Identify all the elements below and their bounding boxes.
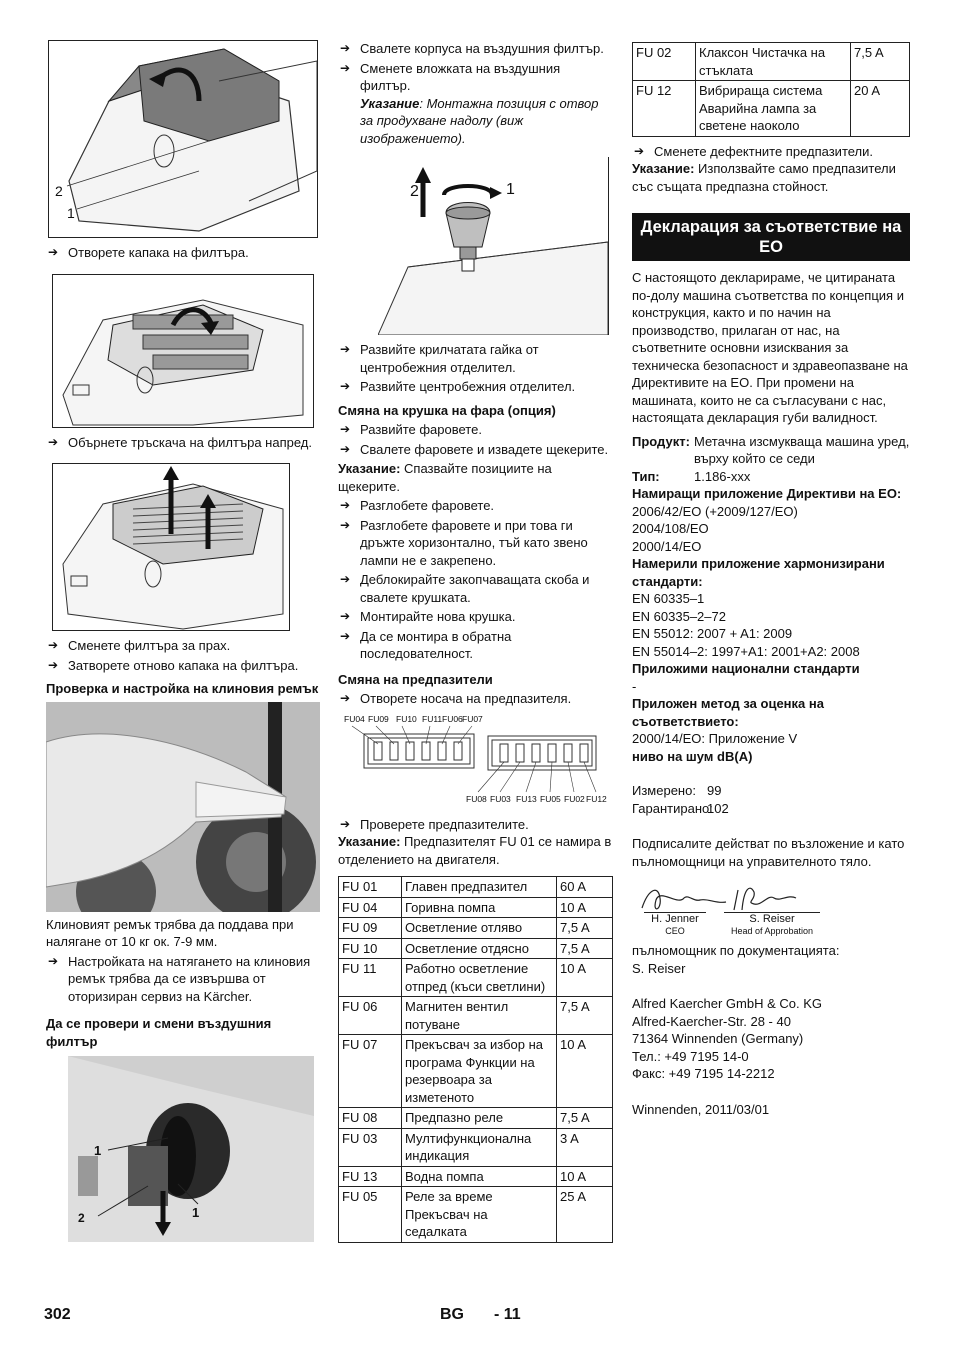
arrow-right-icon: ➔	[340, 691, 351, 705]
type-row: Тип: 1.186-xxx	[632, 468, 751, 484]
fuse-id: FU 10	[339, 938, 402, 959]
language-code: BG	[440, 1306, 464, 1323]
declaration-intro: С настоящото декларираме, че цитираната по-долу машина съответства по концепция и конструкция, както и по начин на производство, прилаган от нас, на съответните основни изисквания за техническа безопасност и здравеопазване на Директивите на ЕО. При промени на машината, които не са съгласувани с нас, настоящата декларация губи валидност.	[632, 270, 908, 425]
step-replace-air-filter-insert: ➔ Сменете вложката на въздушния филтър.	[340, 60, 561, 93]
fuse-row	[339, 1187, 613, 1243]
fuse-table	[338, 876, 613, 1243]
fuse-label: FU08	[466, 793, 487, 804]
step-replace-dust-filter: ➔ Сменете филтъра за прах.	[48, 638, 231, 653]
column-left	[46, 40, 320, 1242]
arrow-right-icon: ➔	[340, 342, 351, 356]
fuse-function: Клаксон Чистачка на стъклата	[696, 43, 851, 81]
arrow-right-icon: ➔	[340, 441, 351, 456]
signer-name: H. Jenner	[651, 913, 699, 925]
figure-centrifugal-separator	[378, 157, 609, 335]
section-heading-eu-declaration: Декларация за съответствие на ЕО	[632, 213, 910, 261]
company-line: Alfred Kaercher GmbH & Co. KG	[632, 996, 823, 1011]
fuse-rating: 7,5 A	[557, 938, 613, 959]
arrow-right-icon: ➔	[48, 638, 59, 652]
figure-label-1b: 1	[192, 1205, 200, 1220]
fuse-row	[633, 81, 910, 137]
fuse-rating: 10 A	[557, 1166, 613, 1187]
fuse-label: FU06	[442, 713, 463, 724]
figure-dust-filter	[52, 463, 290, 631]
step-unscrew-wing-nut: ➔ Развийте крилчатата гайка от центробежния отделител.	[340, 342, 539, 375]
national-standards-label: Приложими национални стандарти	[632, 661, 860, 676]
fuse-label: FU11	[422, 713, 443, 724]
fuse-row	[339, 1128, 613, 1166]
step-disassemble-horizontal: ➔ Разглобете фаровете и при това ги дръжте хоризонтално, тъй като звено лампи не е закрепено.	[340, 517, 588, 568]
figure-label-1: 1	[67, 205, 75, 221]
arrow-right-icon: ➔	[340, 422, 351, 436]
fuse-id: FU 13	[339, 1166, 402, 1187]
arrow-right-icon: ➔	[340, 379, 351, 393]
fuse-row	[339, 897, 613, 918]
figure-label-2: 2	[55, 183, 63, 199]
fuse-label: FU10	[396, 713, 417, 724]
signer-name: S. Reiser	[749, 913, 795, 925]
guaranteed-row: Гарантирано: 102	[632, 800, 729, 816]
conformity-method-label: Приложен метод за оценка на съответствието:	[632, 696, 824, 729]
conformity-method-value: 2000/14/ЕО: Приложение V	[632, 731, 798, 746]
fuse-label: FU04	[344, 713, 365, 724]
arrow-right-icon: ➔	[340, 517, 351, 532]
company-line: Факс: +49 7195 14-2212	[632, 1066, 775, 1081]
arrow-right-icon: ➔	[48, 245, 59, 259]
fuse-row	[633, 43, 910, 81]
fuse-row	[339, 918, 613, 939]
arrow-right-icon: ➔	[340, 498, 351, 512]
arrow-right-icon: ➔	[340, 609, 351, 623]
standard-item: EN 55014–2: 1997+A1: 2001+A2: 2008	[632, 643, 860, 659]
signer-role: Head of Approbation	[730, 926, 814, 936]
step-disassemble-headlights: ➔ Разглобете фаровете.	[340, 498, 495, 513]
fuse-table-continued	[632, 42, 910, 137]
fuse-label: FU13	[516, 793, 537, 804]
fuse-function: Работно осветление отпред (къси светлини)	[402, 959, 557, 997]
arrow-right-icon: ➔	[340, 60, 351, 75]
fuse-label: FU07	[462, 713, 483, 724]
note-same-fuse-value: Указание: Използвайте само предпазители със същата предпазна стойност.	[632, 161, 896, 194]
figure-filter-shaker	[52, 274, 314, 428]
arrow-right-icon: ➔	[340, 628, 351, 643]
fuse-function: Главен предпазител	[402, 877, 557, 898]
signatures	[632, 880, 910, 938]
step-unscrew-separator: ➔ Развийте центробежния отделител.	[340, 379, 576, 394]
column-middle	[338, 40, 613, 1243]
fuse-row	[339, 938, 613, 959]
national-standards-value: -	[632, 678, 637, 694]
step-open-filter-cover: ➔ Отворете капака на филтъра.	[48, 245, 249, 260]
fuse-id: FU 12	[633, 81, 696, 137]
fuse-function: Магнитен вентил потуване	[402, 997, 557, 1035]
step-mount-bulb: ➔ Монтирайте нова крушка.	[340, 609, 516, 624]
company-line: Alfred-Kaercher-Str. 28 - 40	[632, 1013, 791, 1029]
fuse-id: FU 01	[339, 877, 402, 898]
column-right	[632, 42, 910, 1118]
fuse-row	[339, 959, 613, 997]
note-plug-positions: Указание: Спазвайте позициите на щекерите.	[338, 461, 552, 494]
fuse-id: FU 11	[339, 959, 402, 997]
step-v-belt-service: ➔ Настройката на натягането на клиновия ремък трябва да се извършва от оторизиран сервиз на Kärcher.	[48, 953, 311, 1004]
standards-label: Намерили приложение хармонизирани стандарти:	[632, 556, 885, 589]
fuse-label: FU03	[490, 793, 511, 804]
fuse-function: Горивна помпа	[402, 897, 557, 918]
fuse-id: FU 06	[339, 997, 402, 1035]
arrow-right-icon: ➔	[340, 816, 351, 831]
fuse-label: FU09	[368, 713, 389, 724]
fuse-label: FU02	[564, 793, 585, 804]
figure-v-belt-photo	[46, 702, 320, 912]
directives-label: Намиращи приложение Директиви на ЕО:	[632, 486, 902, 501]
fuse-rating: 7,5 A	[557, 1108, 613, 1129]
fuse-rating: 10 A	[557, 959, 613, 997]
arrow-right-icon: ➔	[48, 953, 59, 968]
note-mounting-position: Указание: Монтажна позиция с отвор за продухване надолу (виж изображението).	[360, 95, 599, 146]
fuse-label: FU05	[540, 793, 561, 804]
fuse-id: FU 09	[339, 918, 402, 939]
step-unlock-clip: ➔ Деблокирайте закопчаващата скоба и свалете крушката.	[340, 572, 590, 605]
fuse-id: FU 08	[339, 1108, 402, 1129]
standard-item: EN 60335–1	[632, 591, 705, 606]
fuse-rating: 7,5 A	[557, 918, 613, 939]
fuse-row	[339, 1108, 613, 1129]
arrow-right-icon: ➔	[48, 657, 59, 672]
signers-text: Подписалите действат по възложение и като пълномощници на управителното тяло.	[632, 836, 905, 869]
arrow-right-icon: ➔	[340, 572, 351, 586]
step-check-fuses: ➔ Проверете предпазителите.	[340, 816, 529, 832]
heading-v-belt: Проверка и настройка на клиновия ремък	[46, 681, 319, 696]
fuse-function: Прекъсвач за избор на програма Функции на резервоара за изметеното	[402, 1035, 557, 1108]
figure-label-1: 1	[94, 1143, 102, 1158]
figure-fuse-box	[338, 714, 613, 806]
noise-level-label: ниво на шум dB(A)	[632, 748, 753, 764]
fuse-rating: 25 A	[557, 1187, 613, 1243]
step-remove-headlights: ➔ Свалете фаровете и извадете щекерите.	[340, 441, 609, 457]
fuse-label: FU12	[586, 793, 607, 804]
step-remove-air-filter-housing: ➔ Свалете корпуса на въздушния филтър.	[340, 41, 604, 56]
figure-air-filter-photo	[68, 1056, 314, 1242]
figure-label-2: 2	[410, 183, 419, 200]
fuse-rating: 7,5 A	[851, 43, 910, 81]
fuse-rating: 60 A	[557, 877, 613, 898]
fuse-row	[339, 877, 613, 898]
step-open-fuse-holder: ➔ Отворете носача на предпазителя.	[340, 691, 572, 706]
company-line: 71364 Winnenden (Germany)	[632, 1031, 804, 1046]
figure-label-2: 2	[78, 1211, 85, 1225]
place-date: Winnenden, 2011/03/01	[632, 1101, 770, 1117]
step-unscrew-headlights: ➔ Развийте фаровете.	[340, 422, 482, 437]
fuse-function: Реле за време Прекъсвач на седалката	[402, 1187, 557, 1243]
fuse-id: FU 03	[339, 1128, 402, 1166]
fuse-id: FU 04	[339, 897, 402, 918]
heading-air-filter: Да се провери и смени въздушния филтър	[46, 1016, 272, 1049]
page-number: 302	[44, 1306, 71, 1323]
fuse-function: Предпазно реле	[402, 1108, 557, 1129]
fuse-function: Осветление отдясно	[402, 938, 557, 959]
step-shaker-forward: ➔ Обърнете тръскача на филтъра напред.	[48, 434, 312, 450]
documentation-name: S. Reiser	[632, 960, 686, 976]
standard-item: EN 55012: 2007 + A1: 2009	[632, 626, 793, 641]
fuse-function: Осветление отляво	[402, 918, 557, 939]
directive-item: 2006/42/ЕО (+2009/127/ЕО)	[632, 503, 798, 519]
fuse-function: Вибрираща система Аварийна лампа за светене наоколо	[696, 81, 851, 137]
heading-headlight-bulb: Смяна на крушка на фара (опция)	[338, 402, 556, 418]
fuse-id: FU 02	[633, 43, 696, 81]
fuse-rating: 10 A	[557, 897, 613, 918]
fuse-rating: 7,5 A	[557, 997, 613, 1035]
note-fu01-location: Указание: Предпазителят FU 01 се намира в отделението на двигателя.	[338, 834, 612, 867]
arrow-right-icon: ➔	[634, 143, 645, 158]
figure-filter-cover	[48, 40, 318, 238]
fuse-row	[339, 1035, 613, 1108]
signature-reiser	[724, 912, 820, 937]
signer-role: CEO	[665, 926, 685, 936]
step-close-filter-cover: ➔ Затворете отново капака на филтъра.	[48, 657, 299, 673]
documentation-label: пълномощник по документацията:	[632, 943, 840, 958]
fuse-row	[339, 997, 613, 1035]
fuse-rating: 20 A	[851, 81, 910, 137]
step-reverse-order: ➔ Да се монтира в обратна последователност.	[340, 628, 512, 661]
company-line: Тел.: +49 7195 14-0	[632, 1048, 749, 1064]
arrow-right-icon: ➔	[340, 41, 351, 55]
v-belt-text: Клиновият ремък трябва да поддава при налягане от 10 кг ок. 7-9 мм.	[46, 916, 294, 949]
product-row: Продукт: Метачна изсмукваща машина уред, върху който се седи	[632, 433, 910, 466]
fuse-rating: 3 A	[557, 1128, 613, 1166]
standard-item: EN 60335–2–72	[632, 608, 726, 624]
signature-jenner	[644, 912, 706, 937]
arrow-right-icon: ➔	[48, 434, 59, 449]
fuse-row	[339, 1166, 613, 1187]
directive-item: 2004/108/ЕО	[632, 521, 709, 536]
fuse-function: Мултифункционална индикация	[402, 1128, 557, 1166]
directive-item: 2000/14/ЕО	[632, 538, 702, 554]
fuse-function: Водна помпа	[402, 1166, 557, 1187]
fuse-id: FU 07	[339, 1035, 402, 1108]
step-replace-defective-fuses: ➔ Сменете дефектните предпазители.	[634, 143, 874, 159]
heading-fuses: Смяна на предпазители	[338, 671, 493, 687]
figure-label-1: 1	[506, 181, 515, 198]
fuse-id: FU 05	[339, 1187, 402, 1243]
fuse-rating: 10 A	[557, 1035, 613, 1108]
measured-row: Измерено: 99	[632, 783, 722, 798]
section-page-number: - 11	[494, 1306, 521, 1323]
